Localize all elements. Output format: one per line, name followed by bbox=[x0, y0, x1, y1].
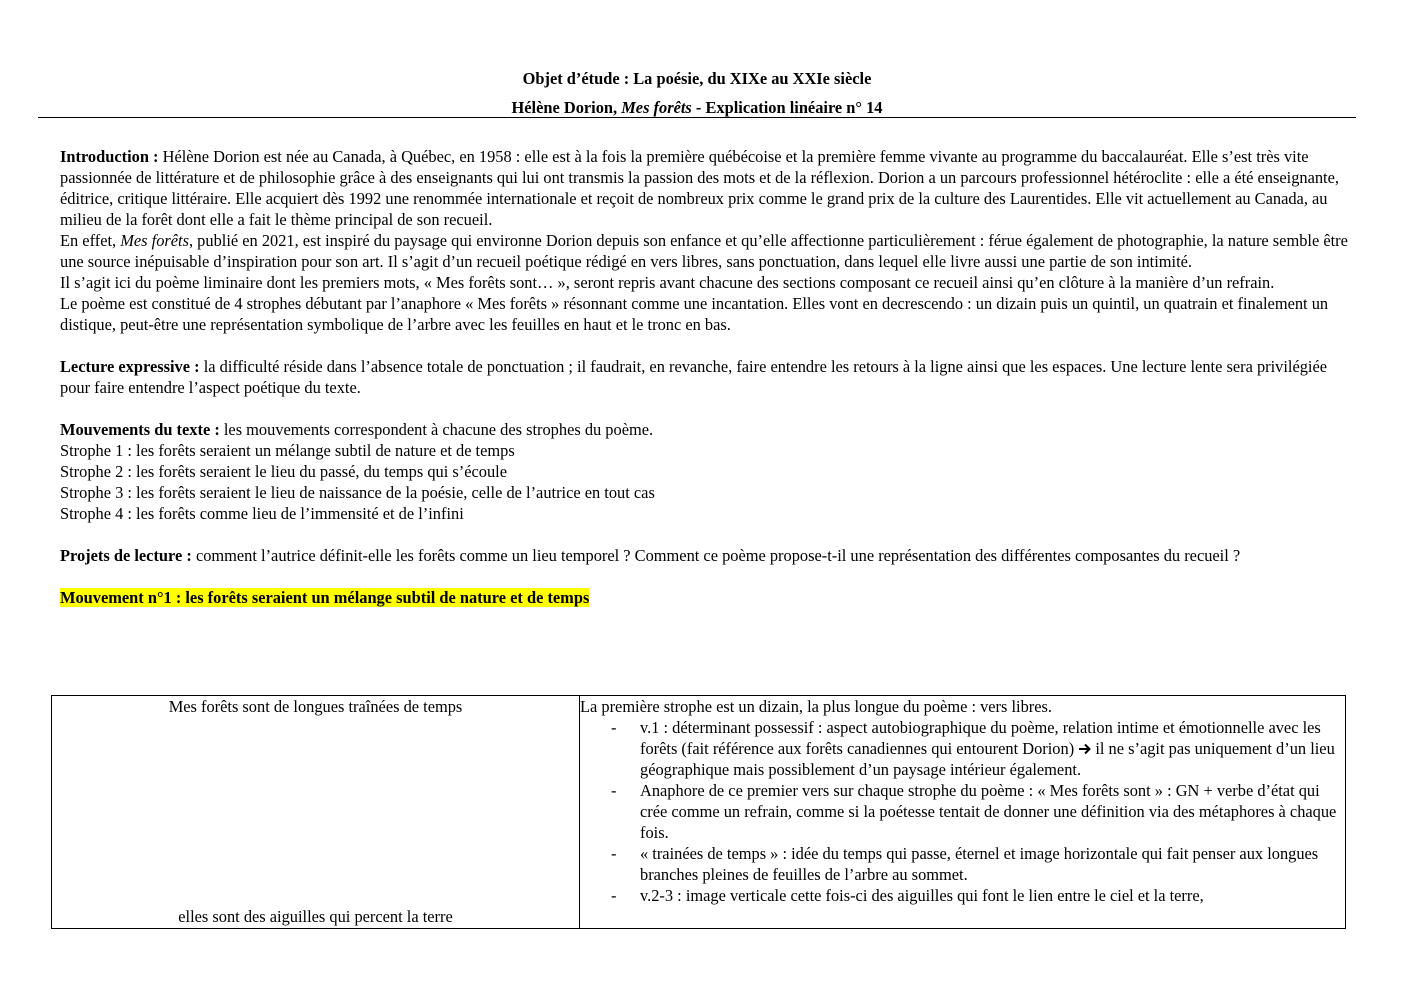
intro2-rest: , publié en 2021, est inspiré du paysage qui environne Dorion depuis son enfance et qu’elle affectionne particulièrement : férue également de photographie, la nature semble être une source inépuisable d’inspiration pour son art. Il s’agit d’un recueil poétique rédigé en vers libres, sans ponctuation, dans lequel elle livre aussi une partie de son intimité. bbox=[60, 231, 1348, 271]
projets-paragraph bbox=[60, 545, 1350, 566]
introduction-paragraph-3: Il s’agit ici du poème liminaire dont les premiers mots, « Mes forêts sont… », seront repris avant chacune des sections composant ce recueil ainsi qu’en clôture à la manière d’un refrain. bbox=[60, 273, 1275, 292]
arrow-right-icon bbox=[1078, 743, 1091, 755]
note-text: v.1 : déterminant possessif : aspect autobiographique du poème, relation intime et émotionnelle avec les forêts (fait référence aux forêts canadiennes qui entourent Dorion) bbox=[640, 718, 1321, 758]
introduction-text: Hélène Dorion est née au Canada, à Québec, en 1958 : elle est à la fois la première québécoise et la première femme vivante au programme du baccalauréat. Elle s’est très vite passionnée de littérature et de philosophie grâce à des enseignants qui lui ont transmis la passion des mots et de la réflexion. Dorion a un parcours professionnel hétéroclite : elle a été enseignante, éditrice, critique littéraire. Elle acquiert dès 1992 une renommée internationale et reçoit de nombreux prix comme le grand prix de la culture des Laurentides. Elle vit actuellement au Canada, au milieu de la forêt dont elle a fait le thème principal de son recueil. bbox=[60, 147, 1339, 229]
projets-label: Projets de lecture : bbox=[60, 546, 192, 565]
dash-bullet: - bbox=[611, 781, 617, 800]
poem-verse: elles sont des aiguilles qui percent la terre bbox=[178, 907, 453, 926]
strophe-line: Strophe 3 : les forêts seraient le lieu de naissance de la poésie, celle de l’autrice en tout cas bbox=[60, 483, 655, 502]
intro2-title: Mes forêts bbox=[120, 231, 189, 250]
analysis-table bbox=[51, 695, 1346, 929]
note-text: v.2-3 : image verticale cette fois-ci des aiguilles qui font le lien entre le ciel et la terre, bbox=[640, 886, 1204, 905]
header-subject: Objet d’étude : La poésie, du XIXe au XXIe siècle bbox=[522, 69, 872, 88]
analysis-intro: La première strophe est un dizain, la plus longue du poème : vers libres. bbox=[580, 697, 1053, 716]
movement1-heading-line bbox=[60, 587, 1350, 608]
lecture-label: Lecture expressive : bbox=[60, 357, 200, 376]
mouvements-label: Mouvements du texte : bbox=[60, 420, 220, 439]
header-explication: - Explication linéaire n° 14 bbox=[691, 98, 883, 117]
mouvements-text: les mouvements correspondent à chacune des strophes du poème. bbox=[219, 420, 654, 439]
table-row bbox=[52, 696, 1346, 929]
mouvements-paragraph bbox=[60, 419, 1350, 440]
introduction-label: Introduction : bbox=[60, 147, 159, 166]
strophe-line: Strophe 1 : les forêts seraient un mélange subtil de nature et de temps bbox=[60, 441, 515, 460]
strophe-line: Strophe 2 : les forêts seraient le lieu du passé, du temps qui s’écoule bbox=[60, 462, 507, 481]
lecture-paragraph bbox=[60, 356, 1350, 398]
strophe-line: Strophe 4 : les forêts comme lieu de l’immensité et de l’infini bbox=[60, 504, 464, 523]
introduction-paragraph-2 bbox=[60, 230, 1350, 272]
note-text-tail: il ne s’agit pas uniquement d’un lieu géographique mais possiblement d’un paysage intérieur également. bbox=[640, 739, 1335, 779]
header-author: Hélène Dorion, bbox=[511, 98, 622, 117]
poem-cell bbox=[52, 696, 580, 929]
note-text: Anaphore de ce premier vers sur chaque strophe du poème : « Mes forêts sont » : GN + verbe d’état qui crée comme un refrain, comme si la poétesse tentait de donner une définition via des métaphores à chaque fois. bbox=[640, 781, 1337, 842]
list-item bbox=[580, 843, 1345, 885]
header-work-title: Mes forêts bbox=[621, 98, 692, 117]
list-item bbox=[580, 780, 1345, 843]
introduction-paragraph bbox=[60, 146, 1350, 230]
dash-bullet: - bbox=[611, 844, 617, 863]
document-body bbox=[60, 146, 1350, 608]
poem-verse: Mes forêts sont de longues traînées de temps bbox=[168, 697, 463, 716]
note-text: « trainées de temps » : idée du temps qui passe, éternel et image horizontale qui fait penser aux longues branches pleines de feuilles de l’arbre au sommet. bbox=[640, 844, 1319, 884]
header-divider bbox=[38, 117, 1356, 118]
lecture-text: la difficulté réside dans l’absence totale de ponctuation ; il faudrait, en revanche, faire entendre les retours à la ligne ainsi que les espaces. Une lecture lente sera privilégiée pour faire entendre l’aspect poétique du texte. bbox=[60, 357, 1328, 397]
projets-text: comment l’autrice définit-elle les forêts comme un lieu temporel ? Comment ce poème propose-t-il une représentation des différentes composantes du recueil ? bbox=[191, 546, 1241, 565]
movement1-heading: Mouvement n°1 : les forêts seraient un mélange subtil de nature et de temps bbox=[60, 588, 590, 607]
analysis-cell bbox=[580, 696, 1346, 929]
document-header bbox=[38, 64, 1356, 122]
dash-bullet: - bbox=[611, 718, 617, 737]
analysis-list bbox=[580, 717, 1345, 906]
introduction-paragraph-4: Le poème est constitué de 4 strophes débutant par l’anaphore « Mes forêts » résonnant comme une incantation. Elles vont en decrescendo : un dizain puis un quintil, un quatrain et finalement un distique, peut-être une représentation symbolique de l’arbre avec les feuilles en haut et le tronc en bas. bbox=[60, 294, 1329, 334]
dash-bullet: - bbox=[611, 886, 617, 905]
intro2-start: En effet, bbox=[60, 231, 121, 250]
list-item bbox=[580, 717, 1345, 780]
list-item bbox=[580, 885, 1345, 906]
